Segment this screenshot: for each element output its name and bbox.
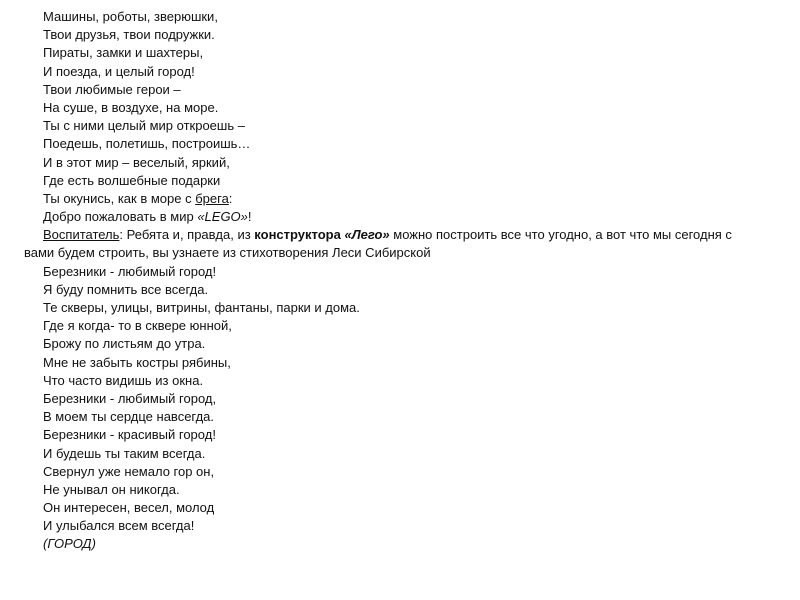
poem-line: Где есть волшебные подарки xyxy=(43,172,221,188)
poem-line: Твои любимые герои – xyxy=(43,81,181,97)
teacher-text-2: можно построить все что угодно, а вот что мы сегодня с вами будем строить, вы узнаете из стихотворения Леси Сибирской xyxy=(24,227,732,261)
poem-line: Березники - красивый город! xyxy=(43,427,216,443)
poem-line: Пираты, замки и шахтеры, xyxy=(43,45,204,61)
poem-line-bereg xyxy=(24,190,764,208)
poem-line: Я буду помнить все всегда. xyxy=(43,281,209,297)
poem-line: И в этот мир – веселый, яркий, xyxy=(43,154,230,170)
poem-line: Твои друзья, твои подружки. xyxy=(43,27,215,43)
teacher-bold-word: конструктора xyxy=(254,227,341,243)
poem-line: И будешь ты таким всегда. xyxy=(43,445,206,461)
bereg-link[interactable]: брега xyxy=(195,190,229,206)
teacher-paragraph xyxy=(24,226,748,262)
poem-line: Те скверы, улицы, витрины, фантаны, парки и дома. xyxy=(43,300,360,316)
poem-line: В моем ты сердце навсегда. xyxy=(43,409,215,425)
document-body xyxy=(24,8,764,554)
poem-line: Свернул уже немало гор он, xyxy=(43,463,215,479)
answer-text: (ГОРОД) xyxy=(43,536,96,552)
poem-line: И улыбался всем всегда! xyxy=(43,518,195,534)
bereg-text-after: : xyxy=(228,190,233,206)
poem-line: Не унывал он никогда. xyxy=(43,481,180,497)
teacher-lego-word: «Лего» xyxy=(344,227,390,243)
poem-line: Машины, роботы, зверюшки, xyxy=(43,9,218,24)
poem-line: На суше, в воздухе, на море. xyxy=(43,99,219,115)
poem-line-lego xyxy=(24,208,764,226)
poem-line: Что часто видишь из окна. xyxy=(43,372,204,388)
lego-text-before: Добро пожаловать в мир xyxy=(43,209,198,225)
bereg-text-before: Ты окунись, как в море с xyxy=(43,190,196,206)
teacher-text-1: : Ребята и, правда, из xyxy=(119,227,255,243)
poem-line: Ты с ними целый мир откроешь – xyxy=(43,118,245,134)
poem-line: Березники - любимый город! xyxy=(43,263,217,279)
poem-line: Он интересен, весел, молод xyxy=(43,500,215,516)
lego-text-after: ! xyxy=(247,209,252,225)
poem-line: Мне не забыть костры рябины, xyxy=(43,354,231,370)
poem-line: Брожу по листьям до утра. xyxy=(43,336,206,352)
lego-word: «LEGO» xyxy=(197,209,248,225)
poem-line: Поедешь, полетишь, построишь… xyxy=(43,136,251,152)
poem-line: Березники - любимый город, xyxy=(43,390,217,406)
poem-line: И поезда, и целый город! xyxy=(43,63,195,79)
poem-line: Где я когда- то в сквере юнной, xyxy=(43,318,232,334)
teacher-speaker: Воспитатель xyxy=(43,227,120,243)
